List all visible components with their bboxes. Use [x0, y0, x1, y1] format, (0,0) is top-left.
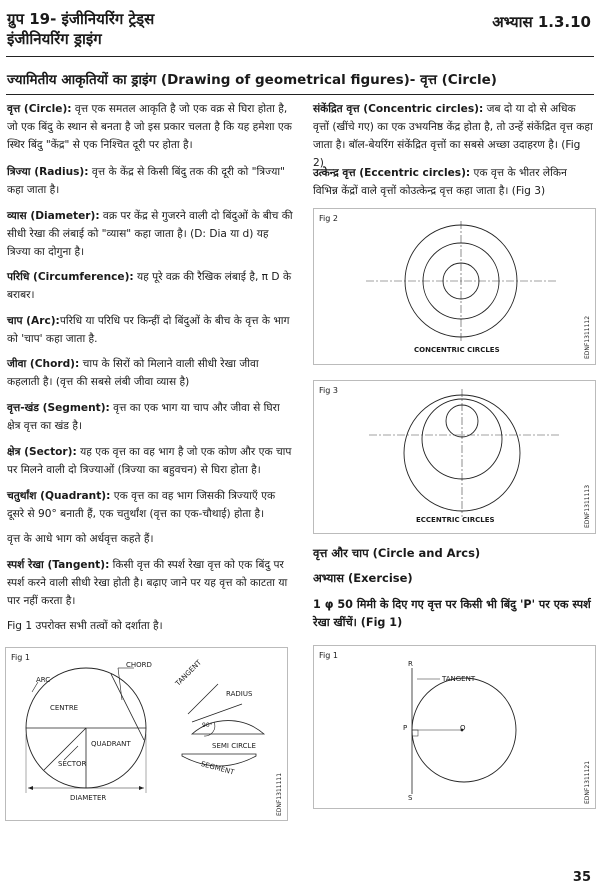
circle-arcs-heading: वृत्त और चाप (Circle and Arcs): [313, 546, 481, 560]
exercise-heading: अभ्यास (Exercise): [313, 571, 413, 585]
fig1-right-label: Fig 1: [319, 651, 338, 660]
fig3-label: Fig 3: [319, 386, 338, 395]
fig3-drawing: [314, 381, 595, 533]
para-semicircle: वृत्त के आधे भाग को अर्धवृत्त कहते हैं।: [7, 533, 154, 545]
title-rule: [6, 94, 594, 95]
para-circle: वृत्त (Circle): वृत्त एक समतल आकृति है जो एक वक्र से घिरा होता है, जो एक बिंदु के स्थान से बनता है जो इस प्रकार चलता है कि यह हमेशा एक स्थिर बिंदु "केंद्र" से एक निश्चित दूरी पर होता है।: [7, 103, 292, 151]
section-title: ज्यामितीय आकृतियों का ड्राइंग (Drawing of geometrical figures)- वृत्त (Circle): [7, 72, 497, 88]
fig1-label-quadrant: QUADRANT: [91, 740, 131, 748]
para-sector: क्षेत्र (Sector): यह एक वृत्त का वह भाग है जो एक कोण और एक चाप पर मिलने वाली दो त्रिज्याओं (त्रिज्या का बहुवचन) से घिरा होता है।: [7, 446, 292, 476]
exercise-number: अभ्यास 1.3.10: [492, 13, 591, 31]
fig1-left-drawing: [6, 648, 287, 820]
subject-title: इंजीनियरिंग ड्राइंग: [7, 30, 102, 48]
fig3-code: EDNF1311113: [584, 484, 591, 528]
fig1-label-s: S: [408, 794, 413, 802]
para-concentric: संकेंद्रित वृत्त (Concentric circles): जब दो या दो से अधिक वृत्तों (खींचे गए) का एक उभयनिष्ठ केंद्र होता है, तो उन्हें संकेंद्रित वृत्त कहा जाता है। बॉल-बेयरिंग संकेंद्रित वृत्तों का सबसे अच्छा उदाहरण है। (Fig 2): [313, 103, 593, 169]
fig3-caption: ECCENTRIC CIRCLES: [416, 516, 495, 524]
para-arc: चाप (Arc):परिधि या परिधि पर किन्हीं दो बिंदुओं के बीच के वृत्त के भाग को 'चाप' कहा जाता है.: [7, 315, 290, 345]
fig1-label-semicircle: SEMI CIRCLE: [212, 742, 256, 750]
fig1-label-arc: ARC: [36, 676, 51, 684]
fig1-label-o: O: [460, 724, 466, 732]
para-diameter: व्यास (Diameter): वक्र पर केंद्र से गुजरने वाली दो बिंदुओं के बीच की सीधी रेखा की लंबाई को "व्यास" कहा जाता है। (D: Dia या d) यह त्रिज्या का दोगुना है।: [7, 210, 293, 258]
fig1-right-label-tangent: TANGENT: [442, 675, 476, 683]
para-fig1-ref: Fig 1 उपरोक्त सभी तत्वों को दर्शाता है।: [7, 620, 163, 632]
fig1-label-p: P: [403, 724, 408, 732]
para-eccentric: उत्केन्द्र वृत्त (Eccentric circles): एक वृत्त के भीतर लेकिन विभिन्न केंद्रों वाले वृत्तों कोउत्केन्द्र वृत्त कहा जाता है। (Fig 3): [313, 167, 567, 197]
para-radius: त्रिज्या (Radius): वृत्त के केंद्र से किसी बिंदु तक की दूरी को "त्रिज्या" कहा जाता है।: [7, 166, 285, 196]
exercise-item-1: 1 φ 50 मिमी के दिए गए वृत्त पर किसी भी बिंदु 'P' पर एक स्पर्श रेखा खींचें। (Fig 1): [313, 598, 591, 629]
fig1-chord-leader2: [118, 668, 122, 700]
para-chord: जीवा (Chord): चाप के सिरों को मिलाने वाली सीधी रेखा जीवा कहलाती है। (वृत्त की सबसे लंबी जीवा व्यास है): [7, 358, 259, 388]
fig1-label-angle: 90°: [202, 722, 213, 729]
para-segment: वृत्त-खंड (Segment): वृत्त का एक भाग या चाप और जीवा से घिरा क्षेत्र वृत्त का खंड है।: [7, 402, 280, 432]
fig1-label-chord: CHORD: [126, 661, 152, 669]
fig1-tangent-line: [188, 684, 218, 714]
fig1-label-diameter: DIAMETER: [70, 794, 107, 802]
fig2-code: EDNF1311112: [584, 315, 591, 359]
figure-1-exercise: [313, 645, 596, 809]
exercise-right-angle: [412, 730, 418, 736]
group-title: ग्रुप 19- इंजीनियरिंग ट्रेड्स: [7, 10, 155, 28]
fig1-label-centre: CENTRE: [50, 704, 79, 712]
fig1-right-drawing: [314, 646, 595, 808]
para-circumference: परिधि (Circumference): यह पूरे वक्र की रैखिक लंबाई है, π D के बराबर।: [7, 271, 292, 301]
figure-1-elements: [5, 647, 288, 821]
fig2-label: Fig 2: [319, 214, 338, 223]
figure-2: [313, 208, 596, 365]
para-tangent: स्पर्श रेखा (Tangent): किसी वृत्त की स्पर्श रेखा वृत्त को एक बिंदु पर स्पर्श करने वाली सीधी रेखा होती है। बढ़ाए जाने पर यह वृत्त को काटता या पार नहीं करता है।: [7, 559, 288, 607]
fig2-drawing: [314, 209, 595, 364]
fig1-label-radius: RADIUS: [226, 690, 253, 698]
fig1-left-label: Fig 1: [11, 653, 30, 662]
fig1-label-segment: SEGMENT: [199, 760, 236, 777]
fig1-label-sector: SECTOR: [58, 760, 87, 768]
fig2-caption: CONCENTRIC CIRCLES: [414, 346, 500, 354]
fig1-label-tangent: TANGENT: [174, 658, 204, 688]
fig1-chord-line: [111, 674, 144, 740]
fig1-radius-line: [192, 704, 242, 722]
fig1-right-code: EDNF1311121: [584, 760, 591, 804]
para-quadrant: चतुर्थांश (Quadrant): एक वृत्त का वह भाग जिसकी त्रिज्याएँ एक दूसरे से 90° बनाती हैं, एक चतुर्थांश (वृत्त का एक-चौथाई) होता है।: [7, 490, 276, 520]
fig1-left-code: EDNF1311111: [276, 772, 283, 816]
page-number: 35: [572, 870, 591, 885]
figure-3: [313, 380, 596, 534]
header-rule: [6, 56, 594, 57]
fig1-label-r: R: [408, 660, 413, 668]
